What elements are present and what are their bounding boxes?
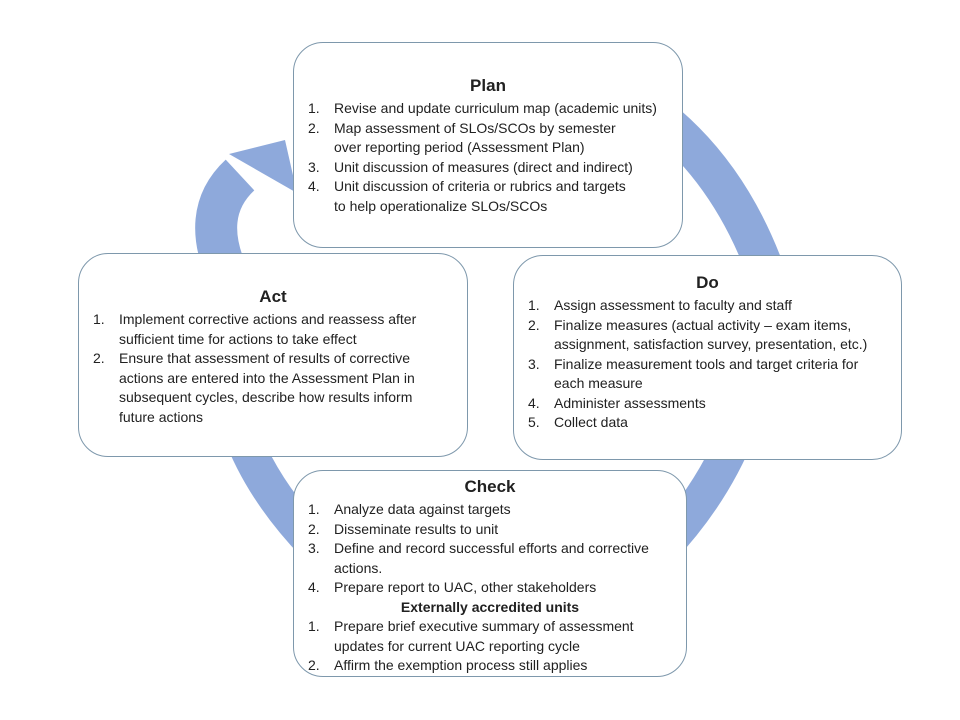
item-number: 4.: [528, 394, 540, 411]
item-text: assignment, satisfaction survey, presentation, etc.): [554, 336, 868, 352]
list-item: [294, 539, 686, 559]
plan-box: [293, 42, 683, 248]
item-text: Administer assessments: [554, 394, 706, 411]
list-item: [514, 296, 901, 316]
item-number: 4.: [308, 178, 320, 194]
item-number: [308, 138, 334, 158]
item-text: Assign assessment to faculty and staff: [554, 297, 792, 313]
item-number: [93, 369, 119, 389]
list-item: [79, 310, 467, 330]
item-text: actions are entered into the Assessment Plan in: [119, 369, 415, 386]
item-number: 2.: [528, 316, 540, 333]
list-item: [294, 520, 686, 540]
check-box: [293, 470, 687, 677]
item-number: 1.: [308, 501, 320, 517]
item-text: Prepare brief executive summary of assessment: [334, 618, 634, 634]
list-item: [294, 99, 682, 119]
do-box: [513, 255, 902, 460]
item-number: 1.: [308, 618, 320, 634]
plan-title: Plan: [470, 76, 506, 95]
item-number: 2.: [308, 657, 320, 673]
item-text: each measure: [554, 375, 643, 391]
item-number: [93, 408, 119, 428]
item-number: 4.: [308, 579, 320, 595]
item-number: 2.: [93, 350, 105, 366]
list-item-continuation: [514, 335, 901, 355]
list-item: [294, 119, 682, 139]
item-text: actions.: [334, 559, 383, 576]
item-text: subsequent cycles, describe how results inform: [119, 389, 413, 405]
item-text: Disseminate results to unit: [334, 520, 499, 537]
item-text: future actions: [119, 408, 204, 425]
item-number: 1.: [308, 100, 320, 116]
item-text: Finalize measurement tools and target criteria for: [554, 355, 859, 372]
item-text: over reporting period (Assessment Plan): [334, 139, 585, 155]
list-item: [294, 500, 686, 520]
item-number: 1.: [528, 297, 540, 313]
act-title: Act: [259, 287, 287, 306]
item-text: Analyze data against targets: [334, 501, 511, 517]
list-item: [514, 394, 901, 414]
list-item: [294, 158, 682, 178]
list-item: [514, 413, 901, 433]
list-item: [514, 316, 901, 336]
item-number: [308, 559, 334, 579]
item-text: to help operationalize SLOs/SCOs: [334, 197, 548, 214]
item-number: 2.: [308, 520, 320, 537]
item-text: Implement corrective actions and reassess after: [119, 311, 417, 327]
item-number: [93, 388, 119, 408]
item-text: Finalize measures (actual activity – exam items,: [554, 316, 852, 333]
list-item-continuation: [294, 197, 682, 217]
item-text: updates for current UAC reporting cycle: [334, 637, 580, 654]
item-text: Unit discussion of criteria or rubrics and targets: [334, 178, 626, 194]
list-item: [294, 177, 682, 197]
list-item-continuation: [79, 388, 467, 408]
item-text: Unit discussion of measures (direct and indirect): [334, 158, 633, 175]
item-text: Revise and update curriculum map (academic units): [334, 100, 657, 116]
item-text: Affirm the exemption process still applies: [334, 657, 588, 673]
check-title: Check: [464, 477, 516, 496]
act-box: [78, 253, 468, 457]
item-text: Collect data: [554, 414, 628, 430]
item-number: [308, 197, 334, 217]
list-item-continuation: [79, 408, 467, 428]
list-item-continuation: [294, 637, 686, 657]
item-number: 5.: [528, 414, 540, 430]
item-number: [528, 335, 554, 355]
item-number: 3.: [308, 158, 320, 175]
list-item-continuation: [79, 330, 467, 350]
item-text: Map assessment of SLOs/SCOs by semester: [334, 119, 616, 136]
list-item: [294, 656, 686, 676]
item-text: Define and record successful efforts and corrective: [334, 540, 649, 556]
list-item-continuation: [79, 369, 467, 389]
item-number: 3.: [528, 355, 540, 372]
list-item-continuation: [294, 138, 682, 158]
item-text: Prepare report to UAC, other stakeholders: [334, 579, 597, 595]
list-item: [294, 617, 686, 637]
item-text: Ensure that assessment of results of corrective: [119, 350, 411, 366]
list-item-continuation: [294, 559, 686, 579]
item-number: [528, 374, 554, 394]
do-title: Do: [696, 273, 719, 292]
item-number: 2.: [308, 119, 320, 136]
item-text: sufficient time for actions to take effect: [119, 330, 357, 347]
item-number: 1.: [93, 311, 105, 327]
item-number: 3.: [308, 540, 320, 556]
list-item: [294, 578, 686, 598]
list-item-continuation: [514, 374, 901, 394]
externally-accredited-units-heading: Externally accredited units: [400, 598, 580, 615]
list-item: [514, 355, 901, 375]
item-number: [308, 637, 334, 657]
item-number: [93, 330, 119, 350]
list-item: [79, 349, 467, 369]
